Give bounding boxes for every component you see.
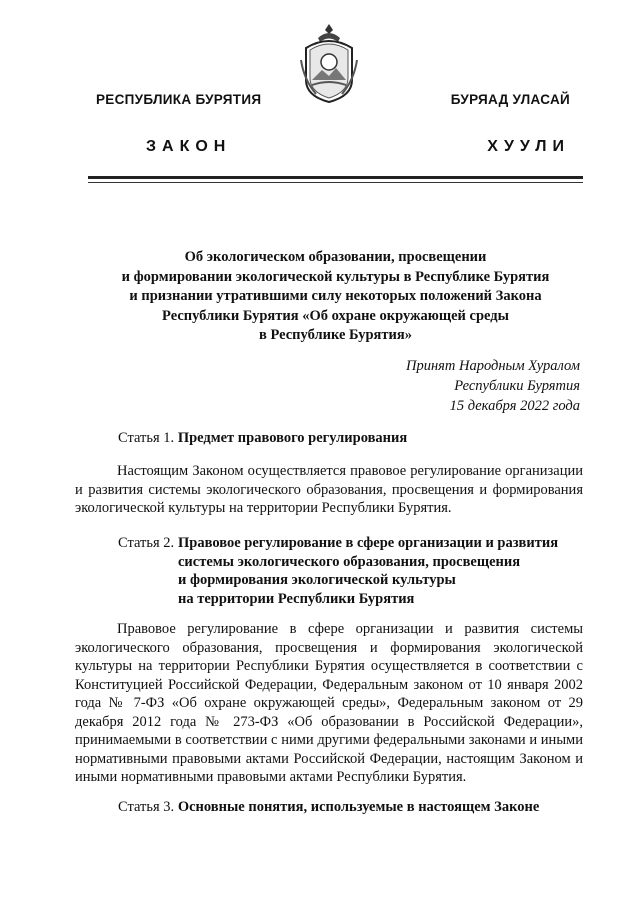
article-number: Статья 2.	[118, 535, 175, 551]
article-title-line: системы экологического образования, просвещения	[178, 553, 521, 570]
law-title-line: Об экологическом образовании, просвещении	[184, 249, 487, 265]
law-title	[88, 248, 583, 346]
article-title	[178, 534, 558, 608]
law-title-line: в Республике Бурятия»	[259, 327, 412, 343]
article-3-heading	[118, 798, 539, 816]
article-number: Статья 1.	[118, 430, 175, 446]
region-name-russian: РЕСПУБЛИКА БУРЯТИЯ	[96, 92, 262, 107]
law-title-line: и признании утратившими силу некоторых положений Закона	[129, 288, 542, 304]
adoption-line: Принят Народным Хуралом	[405, 358, 580, 374]
adoption-note	[406, 356, 580, 416]
doc-type-buryat: ХУУЛИ	[487, 138, 570, 155]
region-name-buryat: БУРЯАД УЛАСАЙ	[450, 92, 570, 107]
law-title-line: Республики Бурятия «Об охране окружающей среды	[162, 307, 509, 324]
adoption-line: Республики Бурятия	[454, 378, 580, 394]
doc-type-russian: ЗАКОН	[146, 138, 232, 155]
article-title-line: Правовое регулирование в сфере организации и развития	[178, 535, 559, 551]
article-2-text: Правовое регулирование в сфере организации и развития системы экологического образования, просвещения и формирования экологической культуры на территории Республики Бурятия осуществляется в соответствии с Конституцией Российской Федерации, Федеральным законом от 10 января 2002 года № 7-ФЗ «Об охране окружающей среды», Федеральным законом от 29 декабря 2012 года № 273-ФЗ «Об образовании в Российской Федерации», принимаемыми в соответствии с ними другими федеральными законами и иными нормативными правовыми актами Российской Федерации, настоящим Законом и иными нормативными правовыми актами Республики Бурятия.	[75, 621, 583, 785]
article-title: Предмет правового регулирования	[177, 430, 408, 446]
article-1-heading	[118, 429, 407, 447]
article-title: Основные понятия, используемые в настоящем Законе	[177, 799, 540, 815]
header-divider-thick	[88, 176, 583, 179]
adoption-date: 15 декабря 2022 года	[449, 398, 580, 414]
article-1-text: Настоящим Законом осуществляется правовое регулирование организации и развития системы экологического образования, просвещения и формирования экологической культуры на территории Республики Бурятия.	[75, 463, 583, 516]
article-title-line: на территории Республики Бурятия	[178, 590, 415, 607]
article-title-line: и формирования экологической культуры	[178, 572, 456, 588]
coat-of-arms-icon	[298, 20, 360, 104]
article-number: Статья 3.	[118, 799, 175, 815]
law-title-line: и формировании экологической культуры в Республике Бурятия	[121, 268, 550, 285]
header-divider-thin	[88, 182, 583, 183]
